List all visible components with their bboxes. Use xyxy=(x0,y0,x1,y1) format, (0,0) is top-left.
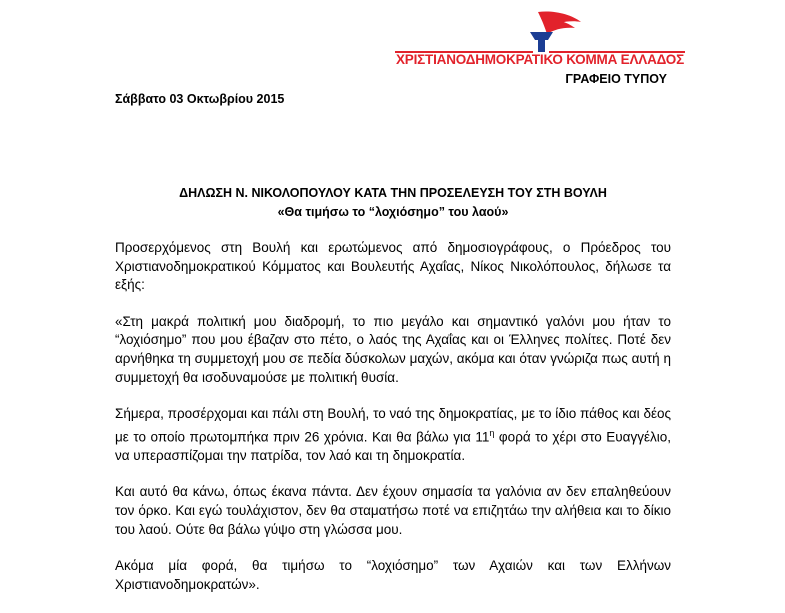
torch-icon xyxy=(395,8,685,54)
paragraph-1: Προσερχόμενος στη Βουλή και ερωτώμενος από δημοσιογράφους, ο Πρόεδρος του Χριστιανοδημοκρατικού Κόμματος και Βουλευτής Αχαΐας, Νίκος Νικολόπουλος, δήλωσε τα εξής: xyxy=(115,240,671,293)
statement-body xyxy=(115,239,671,612)
ordinal-superscript: η xyxy=(489,427,495,438)
paragraph-4: Και αυτό θα κάνω, όπως έκανα πάντα. Δεν έχουν σημασία τα γαλόνια αν δεν επαληθεύουν τον όρκο. Και εγώ τουλάχιστον, δεν θα σταματήσω ποτέ να επιζητάω την αλήθεια και το δίκιο του λαού. Ούτε θα βάλω γύψο στη γλώσσα μου. xyxy=(115,484,671,537)
statement-heading xyxy=(115,184,671,222)
press-office-label: ΓΡΑΦΕΙΟ ΤΥΠΟΥ xyxy=(565,72,667,86)
paragraph-3-part-1: Σήμερα, προσέρχομαι και πάλι στη Βουλή, το ναό της δημοκρατίας, με το ίδιο πάθος και δέος με το οποίο πρωτομπήκα πριν 26 χρόνια. Και θα βάλω για 11 xyxy=(115,406,671,445)
paragraph-2: «Στη μακρά πολιτική μου διαδρομή, το πιο μεγάλο και σημαντικό γαλόνι μου ήταν το “λοχιόσημο” που μου έβαζαν στο πέτο, ο λαός της Αχαΐας και οι Έλληνες πολίτες. Ποτέ δεν αρνήθηκα τη συμμετοχή μου σε πεδία δύσκολων μαχών, ακόμα και όταν γνώριζα πως αυτή η συμμετοχή θα ισοδυναμούσε με πολιτική θυσία. xyxy=(115,313,671,385)
party-logo xyxy=(395,8,685,70)
paragraph-3-part-2: φορά το χέρι στο Ευαγγέλιο, να υπερασπίζομαι την πατρίδα, τον λαό και τη δημοκρατία. xyxy=(115,429,671,463)
heading-line-2: «Θα τιμήσω το “λοχιόσημο” του λαού» xyxy=(277,205,509,219)
party-name: ΧΡΙΣΤΙΑΝΟΔΗΜΟΚΡΑΤΙΚΟ ΚΟΜΜΑ ΕΛΛΑΔΟΣ xyxy=(396,52,684,67)
paragraph-3 xyxy=(115,405,671,465)
paragraph-5: Ακόμα μία φορά, θα τιμήσω το “λοχιόσημο” των Αχαιών και των Ελλήνων Χριστιανοδημοκρατών». xyxy=(115,558,671,592)
heading-line-1: ΔΗΛΩΣΗ Ν. ΝΙΚΟΛΟΠΟΥΛΟΥ ΚΑΤΑ ΤΗΝ ΠΡΟΣΕΛΕΥΣΗ ΤΟΥ ΣΤΗ ΒΟΥΛΗ xyxy=(179,186,607,200)
document-date: Σάββατο 03 Οκτωβρίου 2015 xyxy=(115,92,285,106)
